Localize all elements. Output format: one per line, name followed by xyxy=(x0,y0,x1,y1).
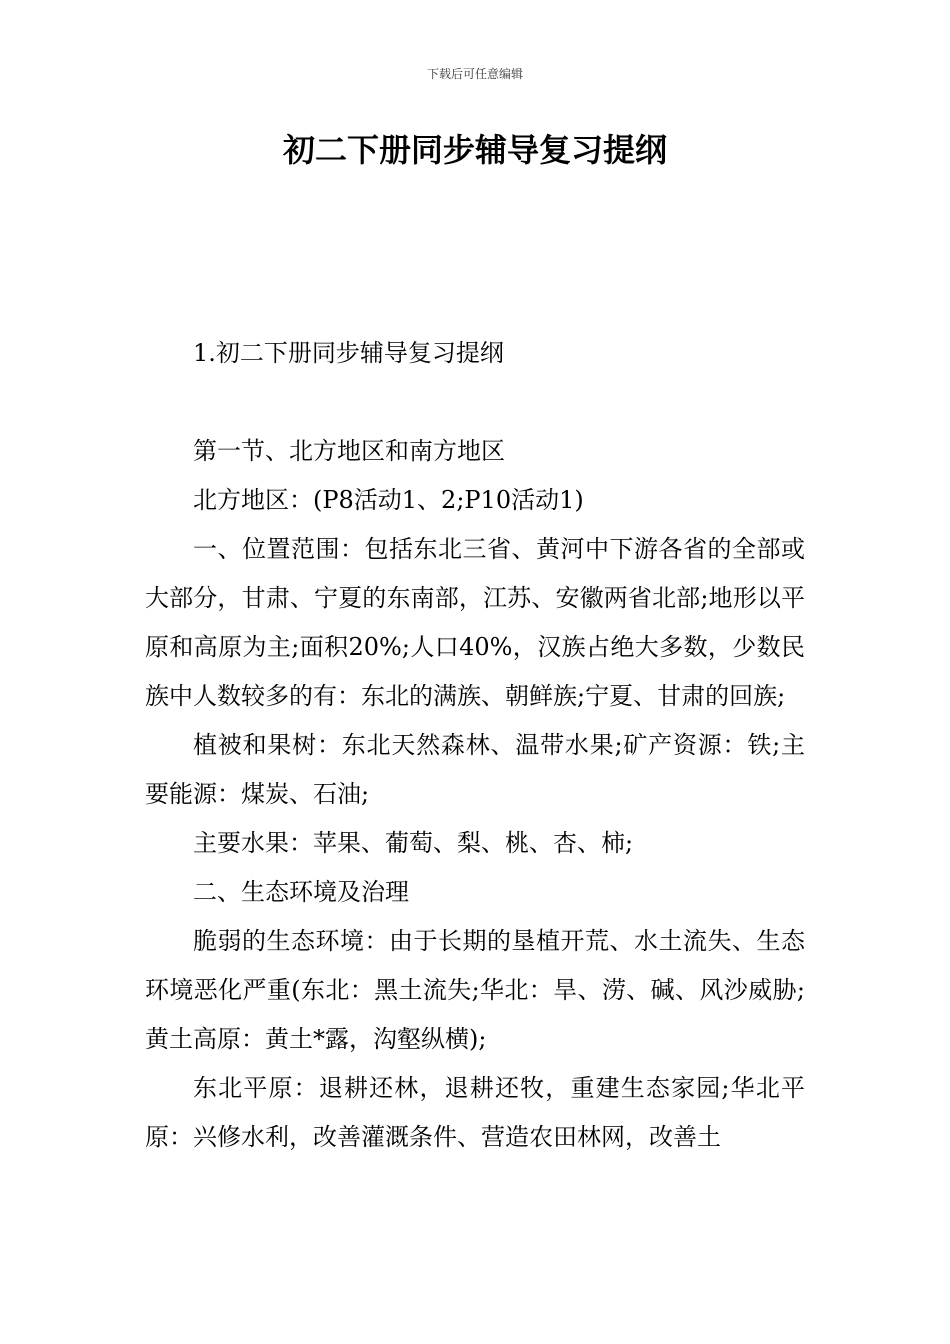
paragraph-location: 一、位置范围：包括东北三省、黄河中下游各省的全部或大部分，甘肃、宁夏的东南部，江苏、安徽两省北部;地形以平原和高原为主;面积20%;人口40%，汉族占绝大多数，少数民族中人数较多的有：东北的满族、朝鲜族;宁夏、甘肃的回族; xyxy=(145,535,805,710)
page-header-note: 下载后可任意编辑 xyxy=(426,67,523,81)
paragraph-vegetation: 植被和果树：东北天然森林、温带水果;矿产资源：铁;主要能源：煤炭、石油; xyxy=(145,731,805,808)
region-heading: 北方地区：(P8活动1、2;P10活动1) xyxy=(193,486,584,514)
paragraph-fragile-environment: 脆弱的生态环境：由于长期的垦植开荒、水土流失、生态环境恶化严重(东北：黑土流失;华北：旱、涝、碱、风沙威胁;黄土高原：黄土*露，沟壑纵横); xyxy=(145,927,805,1053)
subheading-ecology: 二、生态环境及治理 xyxy=(193,878,409,906)
paragraph-fruits: 主要水果：苹果、葡萄、梨、桃、杏、柿; xyxy=(193,829,634,857)
document-title: 初二下册同步辅导复习提纲 xyxy=(282,131,667,169)
paragraph-governance: 东北平原：退耕还林，退耕还牧，重建生态家园;华北平原：兴修水利，改善灌溉条件、营造农田林网，改善土 xyxy=(145,1074,805,1151)
chapter-heading: 第一节、北方地区和南方地区 xyxy=(193,437,505,465)
document-body xyxy=(145,329,805,1162)
section-heading: 1.初二下册同步辅导复习提纲 xyxy=(193,339,504,367)
